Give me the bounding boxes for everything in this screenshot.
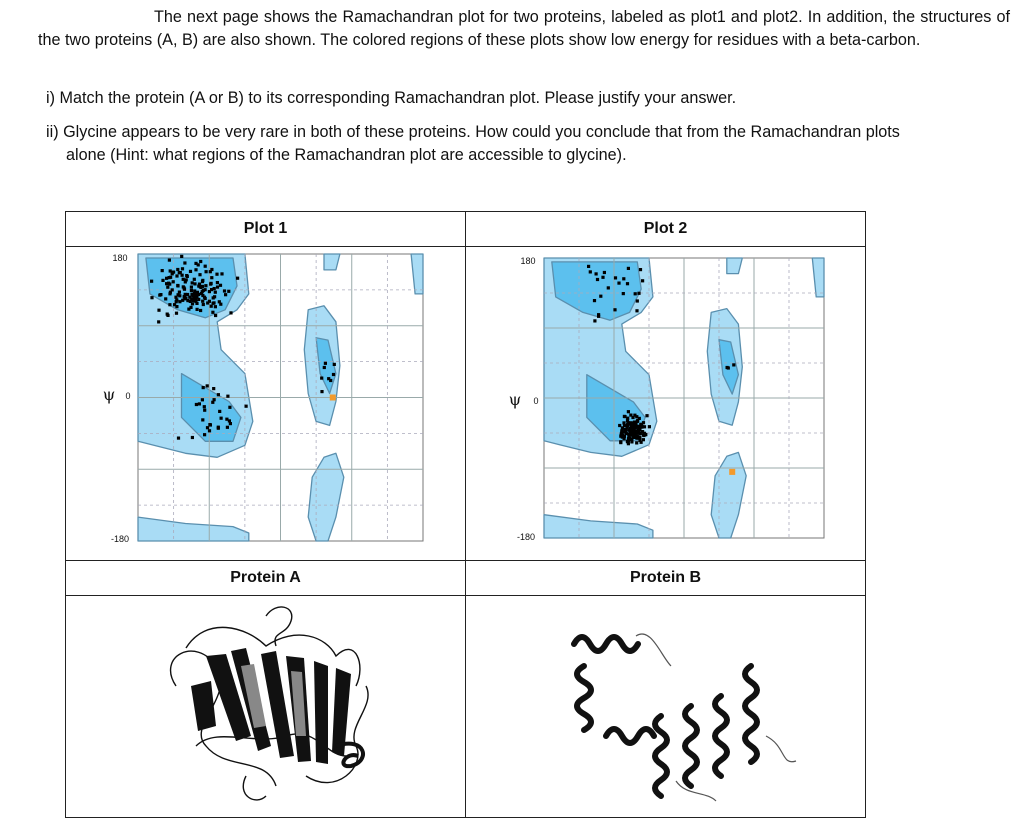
residue-point	[203, 433, 206, 436]
ramachandran-plot-2	[466, 247, 865, 560]
residue-point	[203, 409, 206, 412]
residue-point	[208, 429, 211, 432]
glycine-point	[729, 469, 735, 475]
residue-point	[631, 416, 634, 419]
protein-a-beta-sheet-structure	[66, 596, 465, 812]
residue-point	[229, 311, 232, 314]
residue-point	[597, 315, 600, 318]
residue-point	[175, 274, 178, 277]
residue-point	[332, 373, 335, 376]
residue-point	[193, 282, 196, 285]
residue-point	[641, 430, 644, 433]
residue-point	[172, 271, 175, 274]
intro-text: The next page shows the Ramachandran plot for two proteins, labeled as plot1 and plot2. In addition, the structures of the two proteins (A, B) are also shown. The colored regions of these plots show low energy for residues with a beta-carbon.	[38, 8, 1010, 49]
residue-point	[161, 279, 164, 282]
residue-point	[726, 366, 729, 369]
plot2-cell	[466, 247, 866, 561]
protein-a-label: Protein A	[66, 561, 466, 596]
plot1-ytick-0: 0	[125, 391, 131, 401]
question-2-line-2: alone (Hint: what regions of the Ramachandran plot are accessible to glycine).	[66, 146, 627, 164]
residue-point	[193, 292, 196, 295]
residue-point	[641, 279, 644, 282]
plot2-ytick-0: 0	[533, 396, 539, 406]
residue-point	[596, 278, 599, 281]
residue-point	[624, 429, 627, 432]
residue-point	[175, 300, 178, 303]
residue-point	[184, 280, 187, 283]
residue-point	[188, 296, 191, 299]
residue-point	[201, 300, 204, 303]
residue-point	[201, 280, 204, 283]
residue-point	[193, 296, 196, 299]
residue-point	[614, 276, 617, 279]
residue-point	[204, 284, 207, 287]
residue-point	[637, 428, 640, 431]
residue-point	[225, 418, 228, 421]
residue-point	[202, 303, 205, 306]
residue-point	[622, 421, 625, 424]
residue-point	[623, 415, 626, 418]
residue-point	[214, 305, 217, 308]
residue-point	[217, 393, 220, 396]
residue-point	[178, 291, 181, 294]
residue-point	[172, 280, 175, 283]
residue-point	[175, 305, 178, 308]
residue-point	[619, 440, 622, 443]
residue-point	[176, 268, 179, 271]
residue-point	[219, 284, 222, 287]
plot2-psi-label: ψ	[508, 390, 522, 409]
residue-point	[622, 292, 625, 295]
residue-point	[182, 285, 185, 288]
residue-point	[226, 395, 229, 398]
residue-point	[637, 432, 640, 435]
residue-point	[210, 268, 213, 271]
residue-point	[178, 294, 181, 297]
residue-point	[194, 262, 197, 265]
residue-point	[627, 439, 630, 442]
plot2-header: Plot 2	[466, 212, 866, 247]
question-2-line-1: ii) Glycine appears to be very rare in both of these proteins. How could you conclude that from the Ramachandran plots	[46, 123, 900, 141]
residue-point	[638, 417, 641, 420]
residue-point	[209, 423, 212, 426]
residue-point	[214, 291, 217, 294]
residue-point	[150, 280, 153, 283]
residue-point	[212, 302, 215, 305]
residue-point	[627, 410, 630, 413]
residue-point	[192, 299, 195, 302]
residue-point	[642, 421, 645, 424]
plot2-ytick-180: 180	[520, 256, 536, 266]
residue-point	[635, 441, 638, 444]
residue-point	[629, 421, 632, 424]
residue-point	[168, 276, 171, 279]
residue-point	[211, 311, 214, 314]
plot1-header: Plot 1	[66, 212, 466, 247]
residue-point	[205, 270, 208, 273]
residue-point	[193, 278, 196, 281]
residue-point	[166, 313, 169, 316]
protein-b-label: Protein B	[466, 561, 866, 596]
residue-point	[236, 277, 239, 280]
plot1-cell	[66, 247, 466, 561]
residue-point	[183, 261, 186, 264]
residue-point	[628, 430, 631, 433]
residue-point	[627, 267, 630, 270]
residue-point	[168, 259, 171, 262]
plot1-ytick-neg180: -180	[110, 534, 130, 544]
residue-point	[630, 440, 633, 443]
plot1-ytick-180: 180	[112, 253, 128, 263]
residue-point	[633, 421, 636, 424]
residue-point	[203, 296, 206, 299]
residue-point	[190, 289, 193, 292]
residue-point	[202, 289, 205, 292]
residue-point	[640, 441, 643, 444]
residue-point	[206, 426, 209, 429]
residue-point	[626, 419, 629, 422]
residue-point	[621, 434, 624, 437]
residue-point	[227, 290, 230, 293]
intro-paragraph	[38, 6, 1010, 52]
residue-point	[211, 401, 214, 404]
residue-point	[215, 273, 218, 276]
residue-point	[171, 288, 174, 291]
residue-point	[195, 403, 198, 406]
residue-point	[587, 265, 590, 268]
residue-point	[593, 319, 596, 322]
residue-point	[201, 398, 204, 401]
question-2	[46, 121, 1008, 167]
residue-point	[181, 299, 184, 302]
residue-point	[603, 271, 606, 274]
residue-point	[210, 305, 213, 308]
residue-point	[599, 295, 602, 298]
residue-point	[601, 276, 604, 279]
residue-point	[210, 288, 213, 291]
residue-point	[206, 384, 209, 387]
residue-point	[189, 300, 192, 303]
glycine-point	[330, 395, 336, 401]
residue-point	[635, 309, 638, 312]
residue-point	[617, 282, 620, 285]
protein-b-helical-structure	[466, 596, 865, 812]
residue-point	[634, 292, 637, 295]
residue-point	[189, 270, 192, 273]
residue-point	[150, 296, 153, 299]
residue-point	[320, 377, 323, 380]
residue-point	[220, 272, 223, 275]
residue-point	[198, 273, 201, 276]
residue-point	[183, 296, 186, 299]
residue-point	[178, 300, 181, 303]
residue-point	[180, 255, 183, 258]
residue-point	[202, 386, 205, 389]
residue-point	[212, 296, 215, 299]
residue-point	[214, 314, 217, 317]
residue-point	[645, 414, 648, 417]
residue-point	[320, 390, 323, 393]
plot-protein-table	[65, 211, 866, 818]
plot2-ytick-neg180: -180	[516, 532, 536, 542]
residue-point	[216, 286, 219, 289]
residue-point	[333, 363, 336, 366]
ramachandran-plot-1	[66, 247, 465, 560]
residue-point	[198, 283, 201, 286]
residue-point	[589, 270, 592, 273]
residue-point	[212, 387, 215, 390]
residue-point	[632, 429, 635, 432]
residue-point	[190, 286, 193, 289]
residue-point	[637, 292, 640, 295]
residue-point	[218, 410, 221, 413]
residue-point	[216, 281, 219, 284]
residue-point	[179, 271, 182, 274]
residue-point	[201, 285, 204, 288]
residue-point	[323, 366, 326, 369]
residue-point	[161, 269, 164, 272]
residue-point	[228, 406, 231, 409]
residue-point	[196, 308, 199, 311]
residue-point	[648, 425, 651, 428]
residue-point	[208, 300, 211, 303]
residue-point	[210, 276, 213, 279]
residue-point	[176, 284, 179, 287]
residue-point	[613, 308, 616, 311]
residue-point	[194, 268, 197, 271]
protein-a-structure-cell	[66, 596, 466, 818]
residue-point	[245, 405, 248, 408]
residue-point	[630, 424, 633, 427]
residue-point	[191, 281, 194, 284]
residue-point	[626, 282, 629, 285]
residue-point	[203, 405, 206, 408]
residue-point	[732, 363, 735, 366]
residue-point	[632, 434, 635, 437]
residue-point	[593, 299, 596, 302]
plot1-psi-label: ψ	[102, 385, 116, 404]
residue-point	[626, 424, 629, 427]
residue-point	[204, 265, 207, 268]
protein-b-structure-cell	[466, 596, 866, 818]
residue-point	[595, 272, 598, 275]
residue-point	[168, 303, 171, 306]
residue-point	[167, 282, 170, 285]
residue-point	[166, 286, 169, 289]
residue-point	[607, 286, 610, 289]
residue-point	[324, 362, 327, 365]
residue-point	[191, 436, 194, 439]
residue-point	[218, 300, 221, 303]
residue-point	[199, 260, 202, 263]
residue-point	[201, 418, 204, 421]
residue-point	[177, 437, 180, 440]
residue-point	[226, 426, 229, 429]
residue-point	[224, 293, 227, 296]
residue-point	[174, 296, 177, 299]
residue-point	[220, 417, 223, 420]
residue-point	[185, 274, 188, 277]
residue-point	[164, 297, 167, 300]
residue-point	[195, 302, 198, 305]
residue-point	[199, 309, 202, 312]
residue-point	[644, 433, 647, 436]
residue-point	[636, 299, 639, 302]
residue-point	[175, 312, 178, 315]
residue-point	[198, 402, 201, 405]
residue-point	[223, 289, 226, 292]
residue-point	[157, 320, 160, 323]
residue-point	[209, 283, 212, 286]
residue-point	[158, 294, 161, 297]
question-1: i) Match the protein (A or B) to its corresponding Ramachandran plot. Please justify your answer.	[46, 89, 737, 107]
residue-point	[157, 309, 160, 312]
residue-point	[638, 436, 641, 439]
residue-point	[622, 277, 625, 280]
residue-point	[643, 425, 646, 428]
residue-point	[189, 306, 192, 309]
residue-point	[329, 379, 332, 382]
residue-point	[639, 268, 642, 271]
residue-point	[181, 267, 184, 270]
residue-point	[217, 427, 220, 430]
